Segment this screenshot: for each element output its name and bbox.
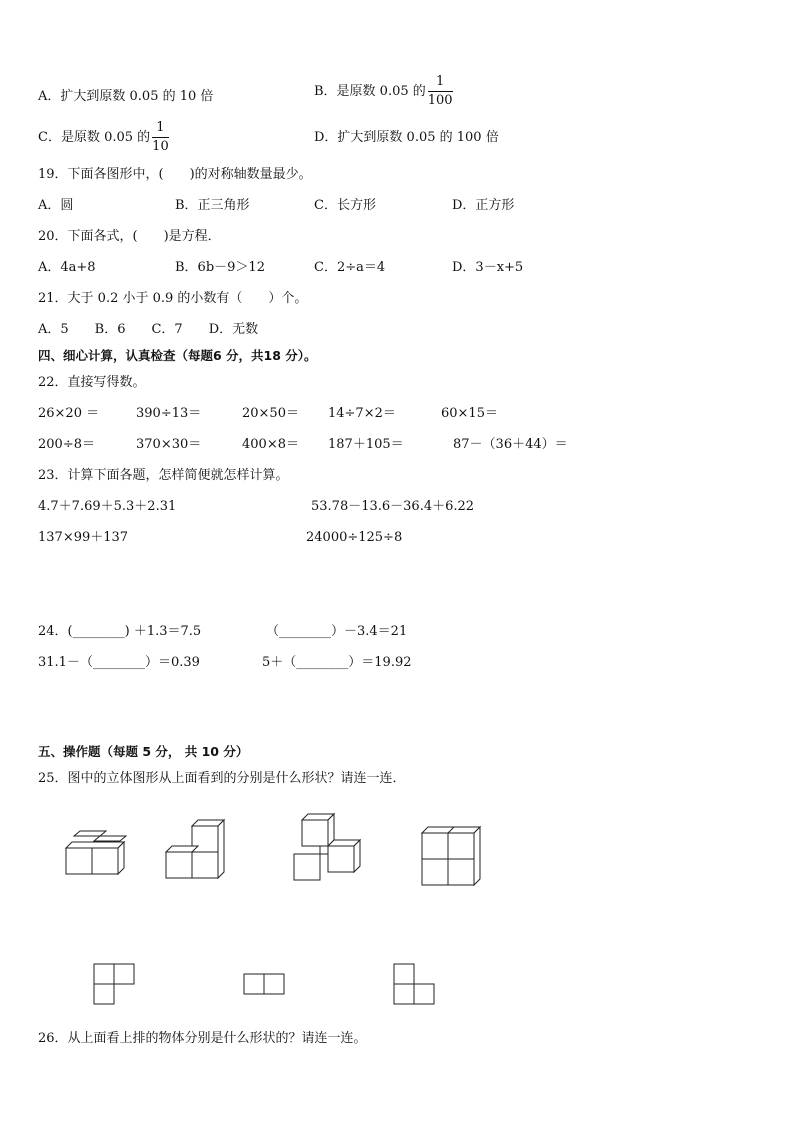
q23-problem: 137×99＋137: [38, 530, 129, 545]
q18-option-b: [314, 74, 453, 109]
q22-item: 400×8＝: [242, 437, 299, 452]
q20-stem: 20．下面各式，( )是方程．: [38, 229, 221, 244]
fraction-numerator: 1: [156, 120, 165, 135]
q24-blank-equation: 5＋（________）＝19.92: [262, 655, 412, 670]
q23-problem: 24000÷125÷8: [306, 530, 403, 545]
solid-figure-1: [60, 830, 130, 880]
q22-item: 20×50＝: [242, 406, 299, 421]
top-view-2: [243, 973, 287, 997]
fraction-denominator: 100: [427, 93, 453, 108]
q22-item: 370×30＝: [136, 437, 202, 452]
q21-options: A．5 B．6 C．7 D．无数: [38, 322, 259, 337]
q18-option-d: D．扩大到原数 0.05 的 100 倍: [314, 130, 499, 145]
q18-option-c-text: C．是原数 0.05 的: [38, 130, 151, 145]
q23-stem: 23．计算下面各题，怎样简便就怎样计算。: [38, 468, 289, 483]
solid-figure-3: [290, 810, 362, 882]
q19-option-c: C．长方形: [314, 198, 376, 213]
q20-option-d: D．3－x+5: [452, 260, 524, 275]
q24-blank-equation: （________）－3.4＝21: [266, 624, 408, 639]
q19-stem: 19．下面各图形中，( )的对称轴数量最少。: [38, 167, 312, 182]
q20-option-c: C．2÷a＝4: [314, 260, 386, 275]
q22-item: 200÷8＝: [38, 437, 95, 452]
q23-problem: 53.78－13.6－36.4＋6.22: [311, 499, 475, 514]
fraction-denominator: 10: [152, 139, 169, 154]
fraction-bar: [152, 137, 169, 138]
q26-stem: 26．从上面看上排的物体分别是什么形状的？请连一连。: [38, 1031, 367, 1046]
section-5-title: 五、操作题（每题 5 分， 共 10 分）: [38, 744, 249, 759]
q18-option-c-fraction: [152, 120, 169, 155]
q19-option-d: D．正方形: [452, 198, 515, 213]
q22-item: 60×15＝: [441, 406, 498, 421]
q22-item: 187＋105＝: [328, 437, 404, 452]
solid-figure-2: [164, 816, 228, 880]
q19-option-a: A．圆: [38, 198, 74, 213]
q18-option-b-text: B．是原数 0.05 的: [314, 84, 426, 99]
q22-item: 87－（36＋44）＝: [453, 437, 568, 452]
q18-option-c: [38, 120, 169, 155]
q22-stem: 22．直接写得数。: [38, 375, 146, 390]
q20-option-b: B．6b－9＞12: [175, 260, 265, 275]
fraction-bar: [428, 91, 453, 92]
q22-item: 390÷13＝: [136, 406, 202, 421]
q19-option-b: B．正三角形: [175, 198, 250, 213]
section-4-title: 四、细心计算，认真检查（每题6 分，共18 分）。: [38, 348, 317, 363]
q22-item: 14÷7×2＝: [328, 406, 396, 421]
top-view-1: [93, 963, 137, 1007]
q18-option-a: A．扩大到原数 0.05 的 10 倍: [38, 89, 214, 104]
q18-option-b-fraction: [428, 74, 453, 109]
solid-figure-4: [420, 824, 484, 888]
q22-item: 26×20 ＝: [38, 406, 100, 421]
fraction-numerator: 1: [436, 74, 445, 89]
top-view-3: [393, 963, 437, 1007]
q20-option-a: A．4a+8: [38, 260, 96, 275]
q25-stem: 25．图中的立体图形从上面看到的分别是什么形状？请连一连．: [38, 771, 406, 786]
q24-blank-equation: 24．(________) ＋1.3＝7.5: [38, 624, 202, 639]
q21-stem: 21．大于 0.2 小于 0.9 的小数有（ ）个。: [38, 291, 308, 306]
q24-blank-equation: 31.1－（________）＝0.39: [38, 655, 200, 670]
q23-problem: 4.7＋7.69＋5.3＋2.31: [38, 499, 177, 514]
